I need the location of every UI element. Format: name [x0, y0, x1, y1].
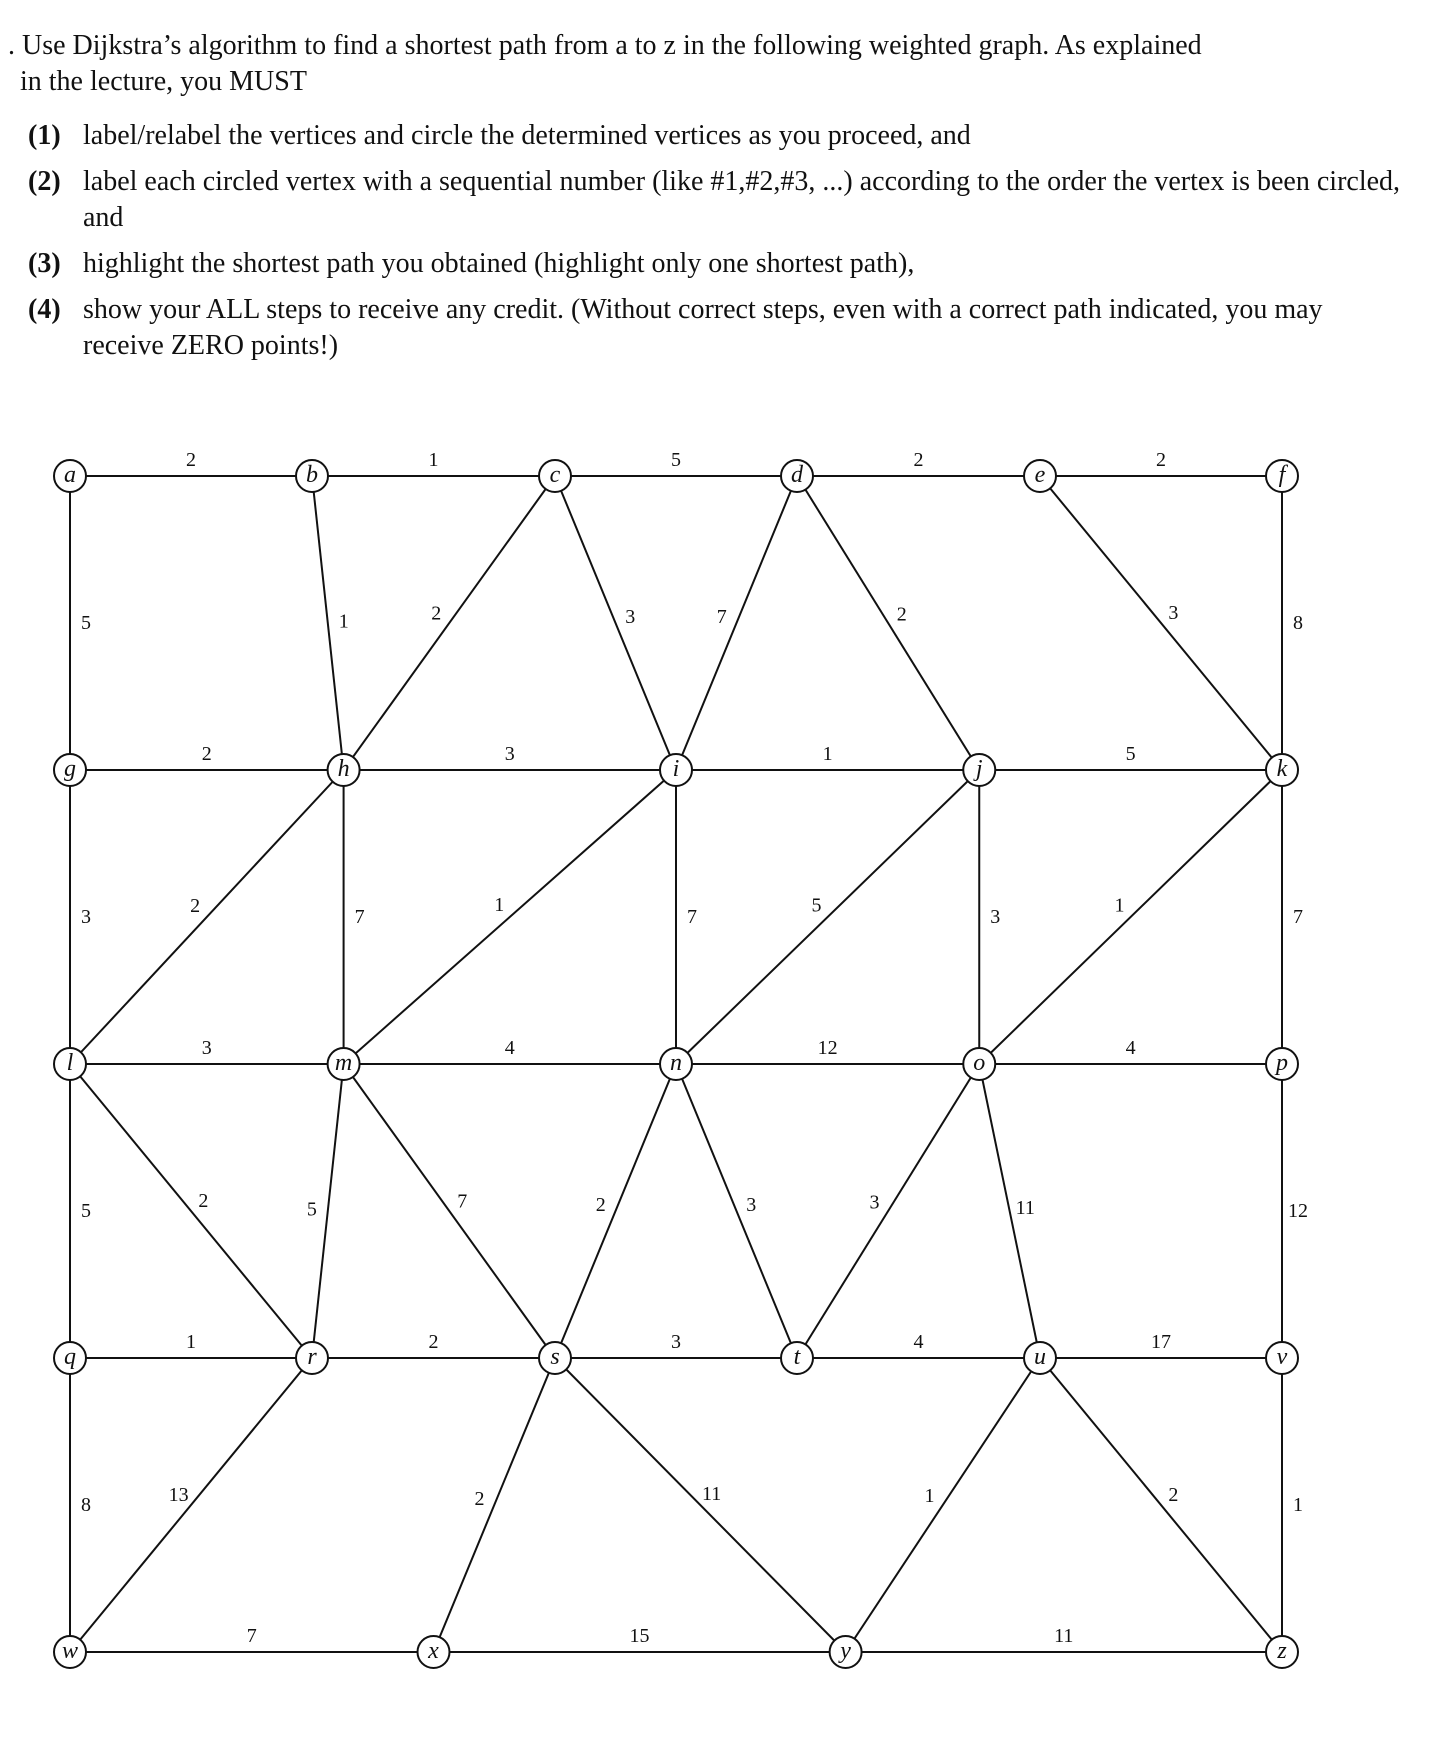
edge-d-i	[676, 476, 797, 770]
edge-weight-d-i: 7	[716, 605, 727, 628]
vertex-l	[54, 1048, 86, 1080]
vertex-c	[539, 460, 571, 492]
edge-weight-i-j: 1	[822, 743, 833, 765]
edge-weight-h-i: 3	[504, 743, 515, 765]
edge-weight-d-j: 2	[896, 603, 907, 626]
vertex-u	[1024, 1342, 1056, 1374]
edge-weight-r-w: 13	[168, 1483, 189, 1506]
requirement-number: (4)	[28, 294, 61, 325]
vertex-label-y: y	[840, 1638, 851, 1664]
vertex-y	[830, 1636, 862, 1668]
vertex-label-l: l	[66, 1050, 74, 1076]
vertex-label-i: i	[672, 756, 680, 782]
vertex-label-f: f	[1278, 462, 1286, 488]
weights-layer	[81, 449, 1308, 1647]
edge-weight-p-v: 12	[1288, 1200, 1308, 1222]
edge-c-i	[555, 476, 676, 770]
requirement-item	[0, 164, 1410, 236]
requirement-item	[0, 292, 1410, 364]
edge-weight-a-g: 5	[81, 612, 91, 634]
edge-weight-j-k: 5	[1125, 743, 1136, 765]
vertex-label-g: g	[64, 756, 76, 782]
edge-weight-s-x: 2	[474, 1487, 485, 1510]
edge-weight-u-y: 1	[924, 1485, 935, 1508]
edge-weight-y-z: 11	[1054, 1625, 1074, 1647]
edge-weight-l-m: 3	[201, 1037, 212, 1059]
edge-weight-l-q: 5	[81, 1200, 91, 1222]
vertex-label-p: p	[1276, 1050, 1288, 1076]
edge-weight-h-m: 7	[354, 906, 365, 928]
requirement-text: show your ALL steps to receive any credit. (Without correct steps, even with a correct path indicated, you may receive ZERO points!)	[83, 294, 1323, 361]
vertex-f	[1266, 460, 1298, 492]
intro-line-2: in the lecture, you MUST	[20, 66, 307, 97]
vertex-label-c: c	[549, 462, 561, 488]
edge-weight-v-z: 1	[1293, 1494, 1303, 1516]
vertex-v	[1266, 1342, 1298, 1374]
edge-weight-b-h: 1	[338, 610, 349, 633]
vertex-label-t: t	[793, 1344, 801, 1370]
requirement-number: (2)	[28, 166, 61, 197]
vertex-b	[296, 460, 328, 492]
problem-intro	[8, 28, 1410, 100]
edge-weight-s-t: 3	[671, 1331, 681, 1353]
edge-r-w	[70, 1358, 312, 1652]
edge-l-r	[70, 1064, 312, 1358]
requirements-list	[0, 118, 1410, 364]
vertex-a	[54, 460, 86, 492]
requirement-text: label/relabel the vertices and circle the determined vertices as you proceed, and	[83, 120, 971, 151]
edge-weight-m-s: 7	[457, 1190, 468, 1213]
edge-weight-c-d: 5	[671, 449, 681, 471]
edge-weight-g-l: 3	[81, 906, 91, 928]
edge-weight-b-c: 1	[428, 449, 439, 471]
requirement-number: (3)	[28, 248, 61, 279]
edge-s-y	[555, 1358, 846, 1652]
edge-d-j	[797, 476, 979, 770]
requirement-text: highlight the shortest path you obtained (highlight only one shortest path),	[83, 248, 915, 279]
edge-weight-m-n: 4	[504, 1037, 515, 1059]
vertex-label-k: k	[1276, 756, 1288, 782]
vertex-label-j: j	[975, 756, 983, 782]
edge-h-l	[70, 770, 344, 1064]
vertex-label-r: r	[307, 1344, 317, 1370]
edge-weight-n-o: 12	[817, 1037, 838, 1059]
vertex-z	[1266, 1636, 1298, 1668]
edge-weight-n-s: 2	[595, 1193, 606, 1216]
vertex-label-s: s	[550, 1344, 560, 1370]
edge-weight-d-e: 2	[913, 449, 924, 471]
edge-s-x	[434, 1358, 556, 1652]
edge-weight-j-n: 5	[811, 894, 822, 917]
edge-o-t	[797, 1064, 979, 1358]
vertex-label-h: h	[337, 756, 350, 782]
edge-u-y	[846, 1358, 1040, 1652]
edge-weight-o-t: 3	[869, 1191, 880, 1214]
vertex-label-n: n	[670, 1050, 682, 1076]
vertex-p	[1266, 1048, 1298, 1080]
vertex-label-d: d	[791, 462, 803, 488]
edge-weight-t-u: 4	[913, 1331, 924, 1353]
edge-u-z	[1040, 1358, 1282, 1652]
vertex-label-w: w	[61, 1638, 79, 1664]
vertex-j	[963, 754, 995, 786]
vertex-label-z: z	[1277, 1638, 1287, 1664]
edge-weight-i-n: 7	[687, 906, 697, 928]
vertex-x	[418, 1636, 450, 1668]
edge-m-s	[344, 1064, 555, 1358]
edge-n-s	[555, 1064, 676, 1358]
edge-weight-e-k: 3	[1168, 601, 1179, 624]
vertex-label-o: o	[973, 1050, 986, 1076]
edge-weight-u-v: 17	[1151, 1331, 1171, 1353]
edge-weight-o-u: 11	[1015, 1196, 1035, 1219]
vertex-label-a: a	[64, 462, 76, 488]
edge-weight-o-p: 4	[1125, 1037, 1136, 1059]
requirement-number: (1)	[28, 120, 61, 151]
edge-weight-r-s: 2	[428, 1331, 439, 1353]
edge-weight-q-r: 1	[186, 1331, 196, 1353]
edge-weight-k-o: 1	[1114, 894, 1125, 917]
vertex-q	[54, 1342, 86, 1374]
requirement-item	[0, 118, 1410, 154]
vertex-label-q: q	[64, 1344, 76, 1370]
edge-c-h	[344, 476, 555, 770]
edge-weight-n-t: 3	[746, 1193, 757, 1216]
edge-j-n	[676, 770, 979, 1064]
edge-weight-w-x: 7	[246, 1625, 257, 1647]
edge-weight-m-r: 5	[306, 1198, 317, 1221]
edge-weight-u-z: 2	[1168, 1483, 1179, 1506]
vertex-n	[660, 1048, 692, 1080]
vertex-label-u: u	[1034, 1344, 1046, 1370]
vertex-r	[296, 1342, 328, 1374]
vertex-k	[1266, 754, 1298, 786]
problem-statement	[0, 28, 1410, 374]
vertex-t	[781, 1342, 813, 1374]
edge-e-k	[1040, 476, 1282, 770]
edge-weight-l-r: 2	[198, 1189, 209, 1212]
vertex-label-v: v	[1276, 1344, 1288, 1370]
edge-weight-f-k: 8	[1293, 612, 1303, 634]
vertex-o	[963, 1048, 995, 1080]
edge-i-m	[344, 770, 676, 1064]
vertex-label-b: b	[306, 462, 318, 488]
vertex-e	[1024, 460, 1056, 492]
edge-weight-s-y: 11	[702, 1482, 722, 1505]
edge-weight-i-m: 1	[494, 894, 505, 917]
edge-weight-g-h: 2	[201, 743, 212, 765]
vertex-i	[660, 754, 692, 786]
edge-weight-h-l: 2	[190, 895, 201, 918]
edge-weight-j-o: 3	[990, 906, 1001, 928]
vertex-m	[328, 1048, 360, 1080]
vertex-w	[54, 1636, 86, 1668]
vertex-s	[539, 1342, 571, 1374]
vertex-label-m: m	[334, 1050, 353, 1076]
vertex-h	[328, 754, 360, 786]
edge-weight-c-i: 3	[625, 605, 636, 628]
edge-weight-a-b: 2	[186, 449, 196, 471]
weighted-graph	[0, 400, 1430, 1720]
edge-weight-c-h: 2	[431, 602, 442, 625]
edge-weight-e-f: 2	[1156, 449, 1166, 471]
vertex-label-e: e	[1034, 462, 1046, 488]
intro-line-1: . Use Dijkstra’s algorithm to find a shortest path from a to z in the following weighted graph. As explained	[8, 30, 1202, 61]
vertex-g	[54, 754, 86, 786]
edge-weight-x-y: 15	[629, 1625, 650, 1647]
vertex-d	[781, 460, 813, 492]
edge-n-t	[676, 1064, 797, 1358]
vertex-label-x: x	[428, 1638, 439, 1664]
edge-weight-k-p: 7	[1293, 906, 1303, 928]
edge-k-o	[979, 770, 1282, 1064]
edge-weight-q-w: 8	[81, 1494, 91, 1516]
requirement-text: label each circled vertex with a sequential number (like #1,#2,#3, ...) according to the order the vertex is been circled, and	[83, 166, 1401, 233]
requirement-item	[0, 246, 1410, 282]
